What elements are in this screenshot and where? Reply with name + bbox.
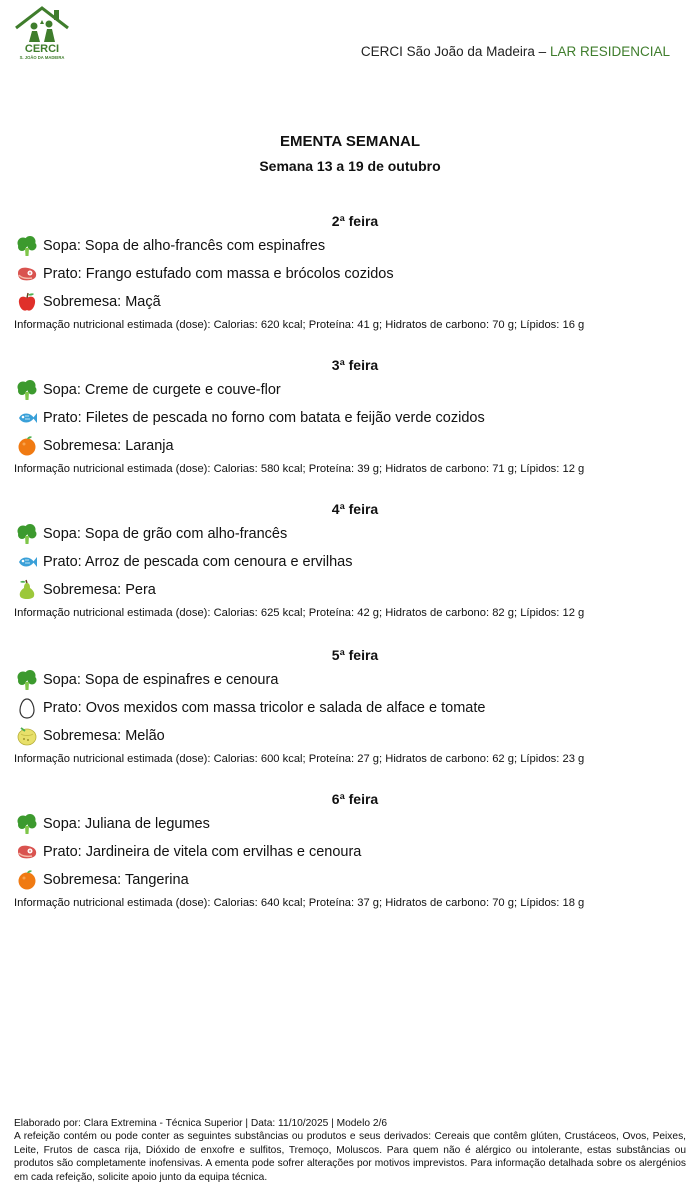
orange-icon <box>16 435 38 457</box>
main-dish-row <box>0 694 700 722</box>
day-name: 2ª feira <box>331 213 379 229</box>
day-section-wednesday <box>0 498 700 622</box>
soup-text: Sopa: Juliana de legumes <box>43 816 210 832</box>
orange-icon <box>16 869 38 891</box>
broccoli-icon <box>16 235 38 257</box>
footer-author-line: Elaborado por: Clara Extremina - Técnica Superior | Data: 11/10/2025 | Modelo 2/6 <box>14 1118 388 1129</box>
soup-text: Sopa: Sopa de alho-francês com espinafres <box>43 238 326 254</box>
cerci-logo <box>12 4 72 60</box>
dessert-text: Sobremesa: Melão <box>43 728 165 744</box>
broccoli-icon <box>16 379 38 401</box>
main-dish-row <box>0 838 700 866</box>
dessert-text: Sobremesa: Laranja <box>43 438 174 454</box>
dessert-row <box>0 722 700 750</box>
soup-row <box>0 232 700 260</box>
meat-icon <box>16 263 38 285</box>
dessert-row <box>0 866 700 894</box>
page-subtitle: Semana 13 a 19 de outubro <box>259 158 441 174</box>
header-unit: LAR RESIDENCIAL <box>549 44 670 59</box>
header-org: CERCI São João da Madeira – <box>360 44 547 59</box>
main-dish-row <box>0 404 700 432</box>
day-name: 3ª feira <box>331 357 379 373</box>
soup-text: Sopa: Sopa de espinafres e cenoura <box>43 672 279 688</box>
dessert-text: Sobremesa: Tangerina <box>43 872 189 888</box>
logo-text: CERCI <box>24 43 60 55</box>
main-dish-row <box>0 548 700 576</box>
egg-icon <box>16 697 38 719</box>
dessert-row <box>0 432 700 460</box>
soup-text: Sopa: Creme de curgete e couve-flor <box>43 382 281 398</box>
soup-row <box>0 376 700 404</box>
main-dish-text: Prato: Frango estufado com massa e brócolos cozidos <box>43 266 394 282</box>
main-dish-text: Prato: Filetes de pescada no forno com batata e feijão verde cozidos <box>43 410 485 426</box>
main-dish-row <box>0 260 700 288</box>
nutrition-info: Informação nutricional estimada (dose): Calorias: 600 kcal; Proteína: 27 g; Hidratos de carbono: 62 g; Lípidos: 23 g <box>14 753 585 765</box>
broccoli-icon <box>16 669 38 691</box>
footer-allergen-notice: A refeição contém ou pode conter as seguintes substâncias ou produtos e seus derivados: Cereais que contêm glúten, Crustáceos, Ovos, Peixes, Leite, Frutos de casca rija, Dióxido de enxofre e sulfitos, Tremoço, Moluscos. Para quem não é alérgico ou intolerante, estas substâncias ou produtos são completamente inofensivas. A ementa pode sofrer alterações por motivos imprevistos. Para informação detalhada sobre os alergénios em cada refeição, solicite apoio junto da equipa técnica. <box>14 1131 686 1183</box>
fish-icon <box>16 551 38 573</box>
main-dish-text: Prato: Arroz de pescada com cenoura e ervilhas <box>43 554 353 570</box>
day-section-tuesday <box>0 354 700 478</box>
day-name: 5ª feira <box>331 647 379 663</box>
fish-icon <box>16 407 38 429</box>
soup-row <box>0 520 700 548</box>
day-name: 4ª feira <box>331 501 379 517</box>
dessert-text: Sobremesa: Maçã <box>43 294 161 310</box>
footer <box>14 1117 686 1184</box>
broccoli-icon <box>16 813 38 835</box>
house-logo-icon <box>12 4 72 60</box>
nutrition-info: Informação nutricional estimada (dose): Calorias: 620 kcal; Proteína: 41 g; Hidratos de carbono: 70 g; Lípidos: 16 g <box>14 319 585 331</box>
broccoli-icon <box>16 523 38 545</box>
page-title: EMENTA SEMANAL <box>280 133 420 150</box>
header-organization <box>361 44 670 59</box>
nutrition-info: Informação nutricional estimada (dose): Calorias: 640 kcal; Proteína: 37 g; Hidratos de carbono: 70 g; Lípidos: 18 g <box>14 897 585 909</box>
day-section-thursday <box>0 644 700 768</box>
melon-icon <box>16 725 38 747</box>
meat-icon <box>16 841 38 863</box>
dessert-text: Sobremesa: Pera <box>43 582 156 598</box>
nutrition-info: Informação nutricional estimada (dose): Calorias: 580 kcal; Proteína: 39 g; Hidratos de carbono: 71 g; Lípidos: 12 g <box>14 463 585 475</box>
apple-icon <box>16 291 38 313</box>
logo-subtext: S. JOÃO DA MADEIRA <box>19 55 65 60</box>
nutrition-info: Informação nutricional estimada (dose): Calorias: 625 kcal; Proteína: 42 g; Hidratos de carbono: 82 g; Lípidos: 12 g <box>14 607 585 619</box>
main-dish-text: Prato: Jardineira de vitela com ervilhas e cenoura <box>43 844 362 860</box>
day-name: 6ª feira <box>331 791 379 807</box>
dessert-row <box>0 576 700 604</box>
soup-text: Sopa: Sopa de grão com alho-francês <box>43 526 288 542</box>
soup-row <box>0 810 700 838</box>
dessert-row <box>0 288 700 316</box>
pear-icon <box>16 579 38 601</box>
day-section-friday <box>0 788 700 912</box>
soup-row <box>0 666 700 694</box>
day-section-monday <box>0 210 700 334</box>
main-dish-text: Prato: Ovos mexidos com massa tricolor e salada de alface e tomate <box>43 700 486 716</box>
